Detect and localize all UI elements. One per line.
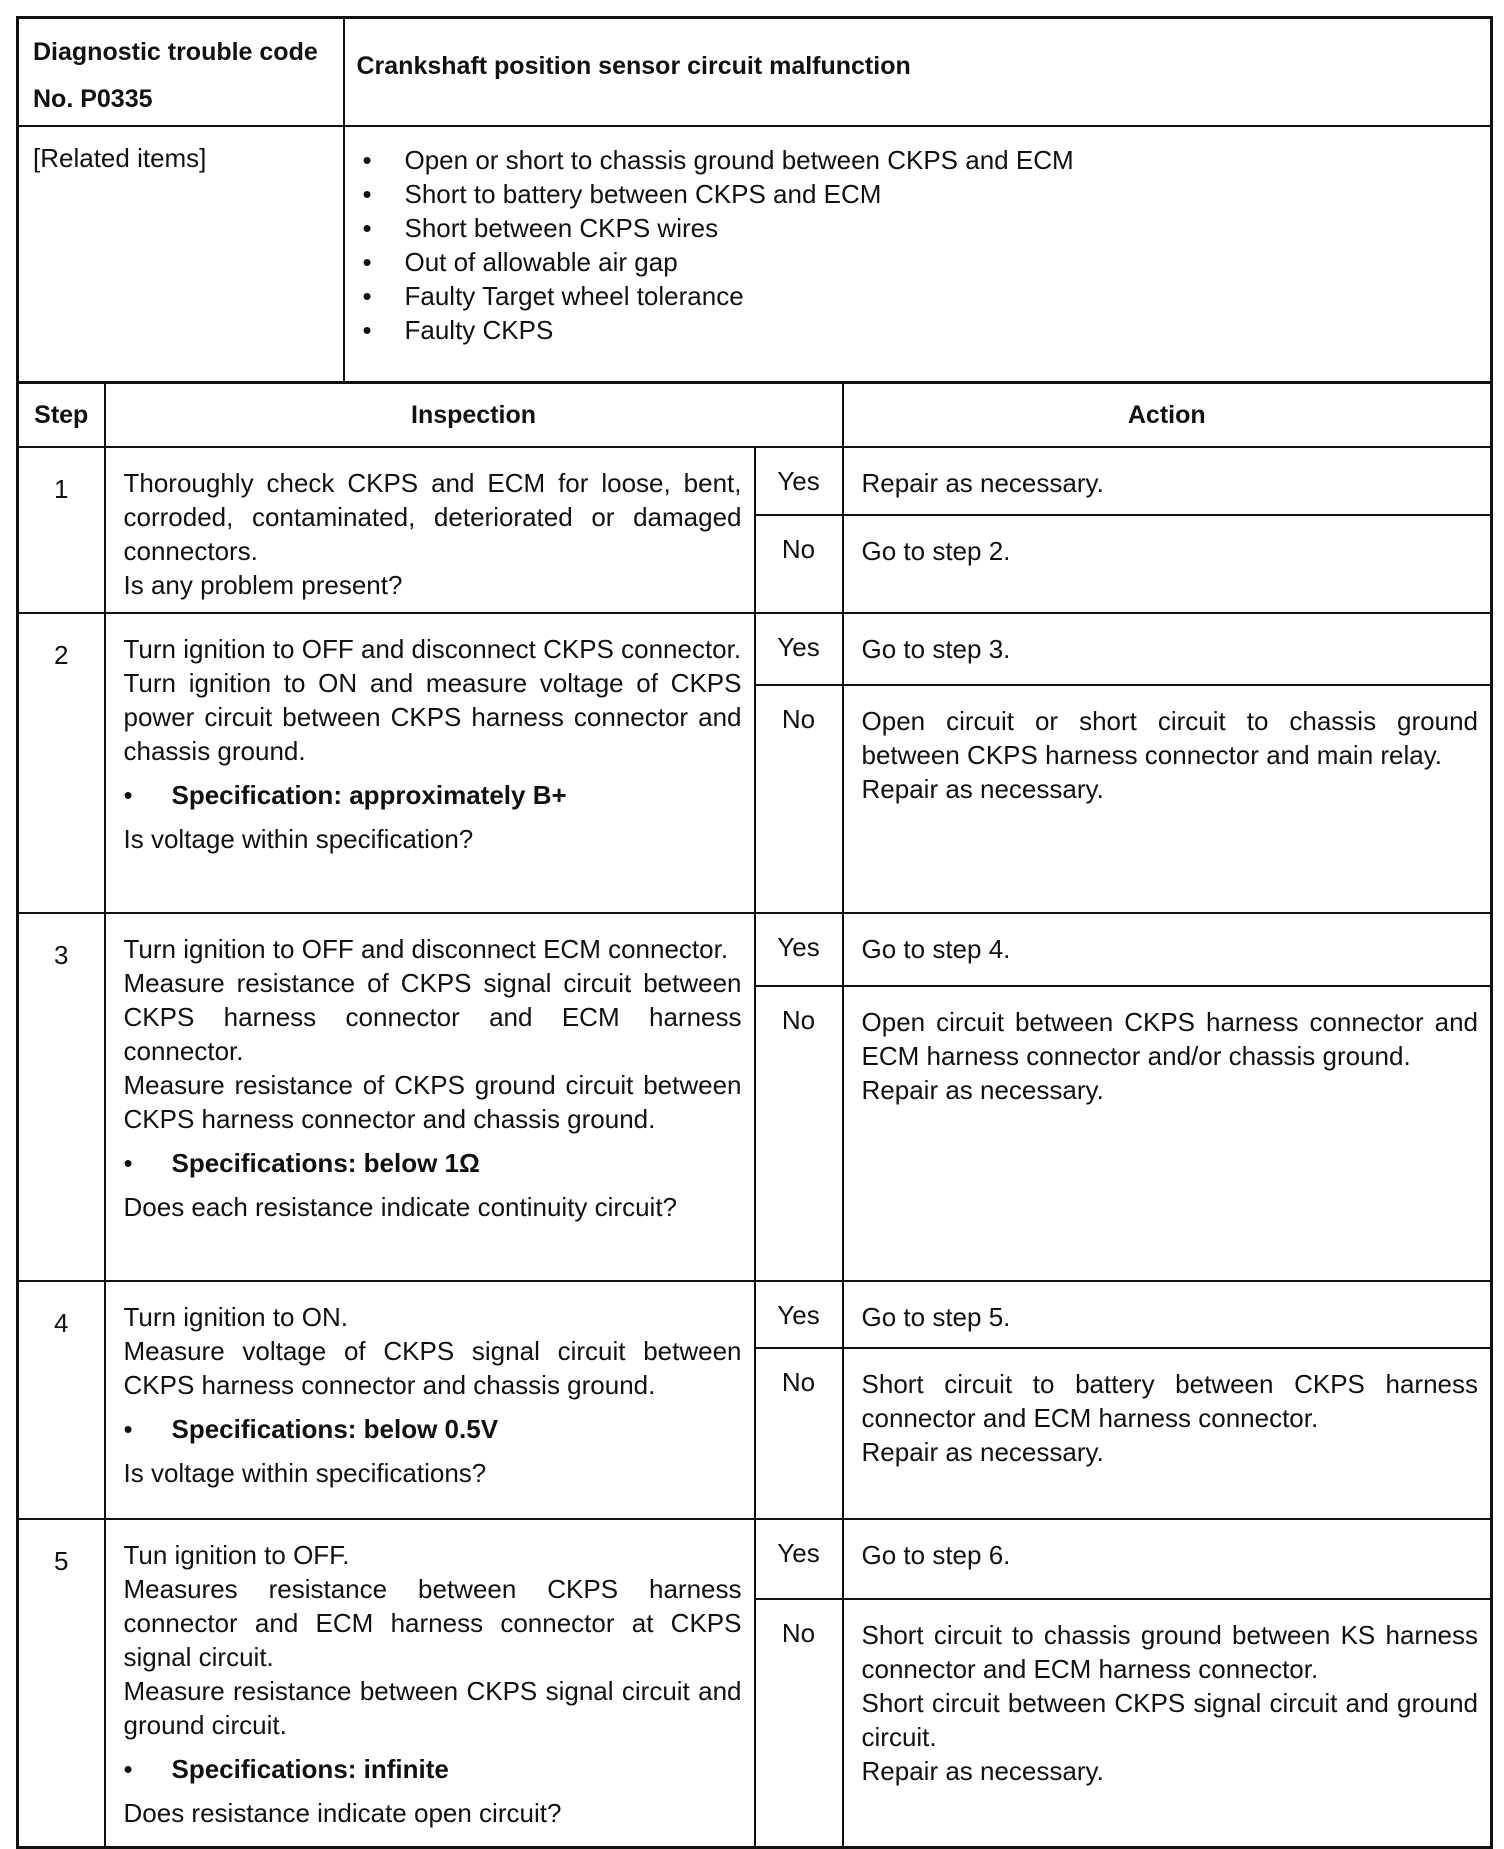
no-label: No — [755, 1348, 843, 1519]
table-header-row — [18, 383, 1492, 448]
step-number: 2 — [18, 613, 105, 913]
related-items-cell — [344, 126, 1492, 383]
list-item: • Faulty Target wheel tolerance — [362, 281, 744, 311]
yes-action: Go to step 6. — [843, 1519, 1492, 1599]
table-row — [18, 613, 1492, 685]
yes-label: Yes — [755, 447, 843, 515]
dtc-code-cell — [18, 18, 344, 127]
list-item: • Open or short to chassis ground between CKPS and ECM — [362, 145, 1074, 175]
yes-label: Yes — [755, 1519, 843, 1599]
dtc-title: Crankshaft position sensor circuit malfunction — [344, 18, 1492, 127]
bullet-icon: • — [362, 281, 372, 311]
no-action: Short circuit to chassis ground between KS harness connector and ECM harness connector. Short circuit between CKPS signal circuit and ground circuit. Repair as necessary. — [843, 1599, 1492, 1847]
list-item: • Short between CKPS wires — [362, 213, 719, 243]
no-action: Go to step 2. — [843, 515, 1492, 613]
bullet-icon: • — [123, 1414, 133, 1444]
bullet-icon: • — [362, 247, 372, 277]
bullet-icon: • — [362, 213, 372, 243]
table-row — [18, 1519, 1492, 1599]
yes-label: Yes — [755, 613, 843, 685]
no-label: No — [755, 1599, 843, 1847]
bullet-icon: • — [123, 1754, 133, 1784]
table-row — [18, 1281, 1492, 1348]
no-label: No — [755, 515, 843, 613]
yes-action: Go to step 5. — [843, 1281, 1492, 1348]
inspection-steps-table — [16, 381, 1493, 1849]
no-label: No — [755, 986, 843, 1281]
column-header-action: Action — [843, 383, 1492, 448]
list-item: • Faulty CKPS — [362, 315, 554, 345]
bullet-icon: • — [362, 179, 372, 209]
dtc-label: Diagnostic trouble code — [33, 38, 318, 66]
step-number: 4 — [18, 1281, 105, 1519]
no-action: Open circuit or short circuit to chassis ground between CKPS harness connector and main relay. Repair as necessary. — [843, 685, 1492, 913]
table-row — [18, 913, 1492, 986]
inspection-cell: Turn ignition to OFF and disconnect ECM connector. Measure resistance of CKPS signal circuit between CKPS harness connector and ECM harness connector. Measure resistance of CKPS ground circuit between CKPS harness connector and chassis ground. • Specifications: below 1Ω Does each resistance indicate continuity circuit? — [105, 913, 755, 1281]
related-items-label: [Related items] — [18, 126, 344, 383]
column-header-inspection: Inspection — [105, 383, 843, 448]
dtc-number: No. P0335 — [33, 85, 153, 113]
no-action: Short circuit to battery between CKPS harness connector and ECM harness connector. Repair as necessary. — [843, 1348, 1492, 1519]
step-number: 3 — [18, 913, 105, 1281]
specification: • Specifications: below 1Ω — [123, 1148, 480, 1178]
yes-action: Go to step 4. — [843, 913, 1492, 986]
list-item: • Short to battery between CKPS and ECM — [362, 179, 882, 209]
bullet-icon: • — [123, 1148, 133, 1178]
bullet-icon: • — [362, 145, 372, 175]
step-number: 5 — [18, 1519, 105, 1847]
yes-label: Yes — [755, 913, 843, 986]
step-number: 1 — [18, 447, 105, 613]
inspection-cell: Thoroughly check CKPS and ECM for loose, bent, corroded, contaminated, deteriorated or damaged connectors. Is any problem present? — [105, 447, 755, 613]
column-header-step: Step — [18, 383, 105, 448]
yes-action: Go to step 3. — [843, 613, 1492, 685]
dtc-header-table — [16, 16, 1493, 384]
specification: • Specification: approximately B+ — [123, 780, 567, 810]
specification: • Specifications: infinite — [123, 1754, 449, 1784]
yes-action: Repair as necessary. — [843, 447, 1492, 515]
inspection-cell: Turn ignition to ON. Measure voltage of CKPS signal circuit between CKPS harness connector and chassis ground. • Specifications: below 0.5V Is voltage within specifications? — [105, 1281, 755, 1519]
bullet-icon: • — [362, 315, 372, 345]
inspection-cell: Turn ignition to OFF and disconnect CKPS connector. Turn ignition to ON and measure voltage of CKPS power circuit between CKPS harness connector and chassis ground. • Specification: approximately B+ Is voltage within specification? — [105, 613, 755, 913]
no-label: No — [755, 685, 843, 913]
yes-label: Yes — [755, 1281, 843, 1348]
specification: • Specifications: below 0.5V — [123, 1414, 499, 1444]
related-items-list — [359, 143, 1477, 347]
inspection-cell: Tun ignition to OFF. Measures resistance between CKPS harness connector and ECM harness connector at CKPS signal circuit. Measure resistance between CKPS signal circuit and ground circuit. • Specifications: infinite Does resistance indicate open circuit? — [105, 1519, 755, 1847]
list-item: • Out of allowable air gap — [362, 247, 678, 277]
no-action: Open circuit between CKPS harness connector and ECM harness connector and/or chassis ground. Repair as necessary. — [843, 986, 1492, 1281]
bullet-icon: • — [123, 780, 133, 810]
table-row — [18, 447, 1492, 515]
